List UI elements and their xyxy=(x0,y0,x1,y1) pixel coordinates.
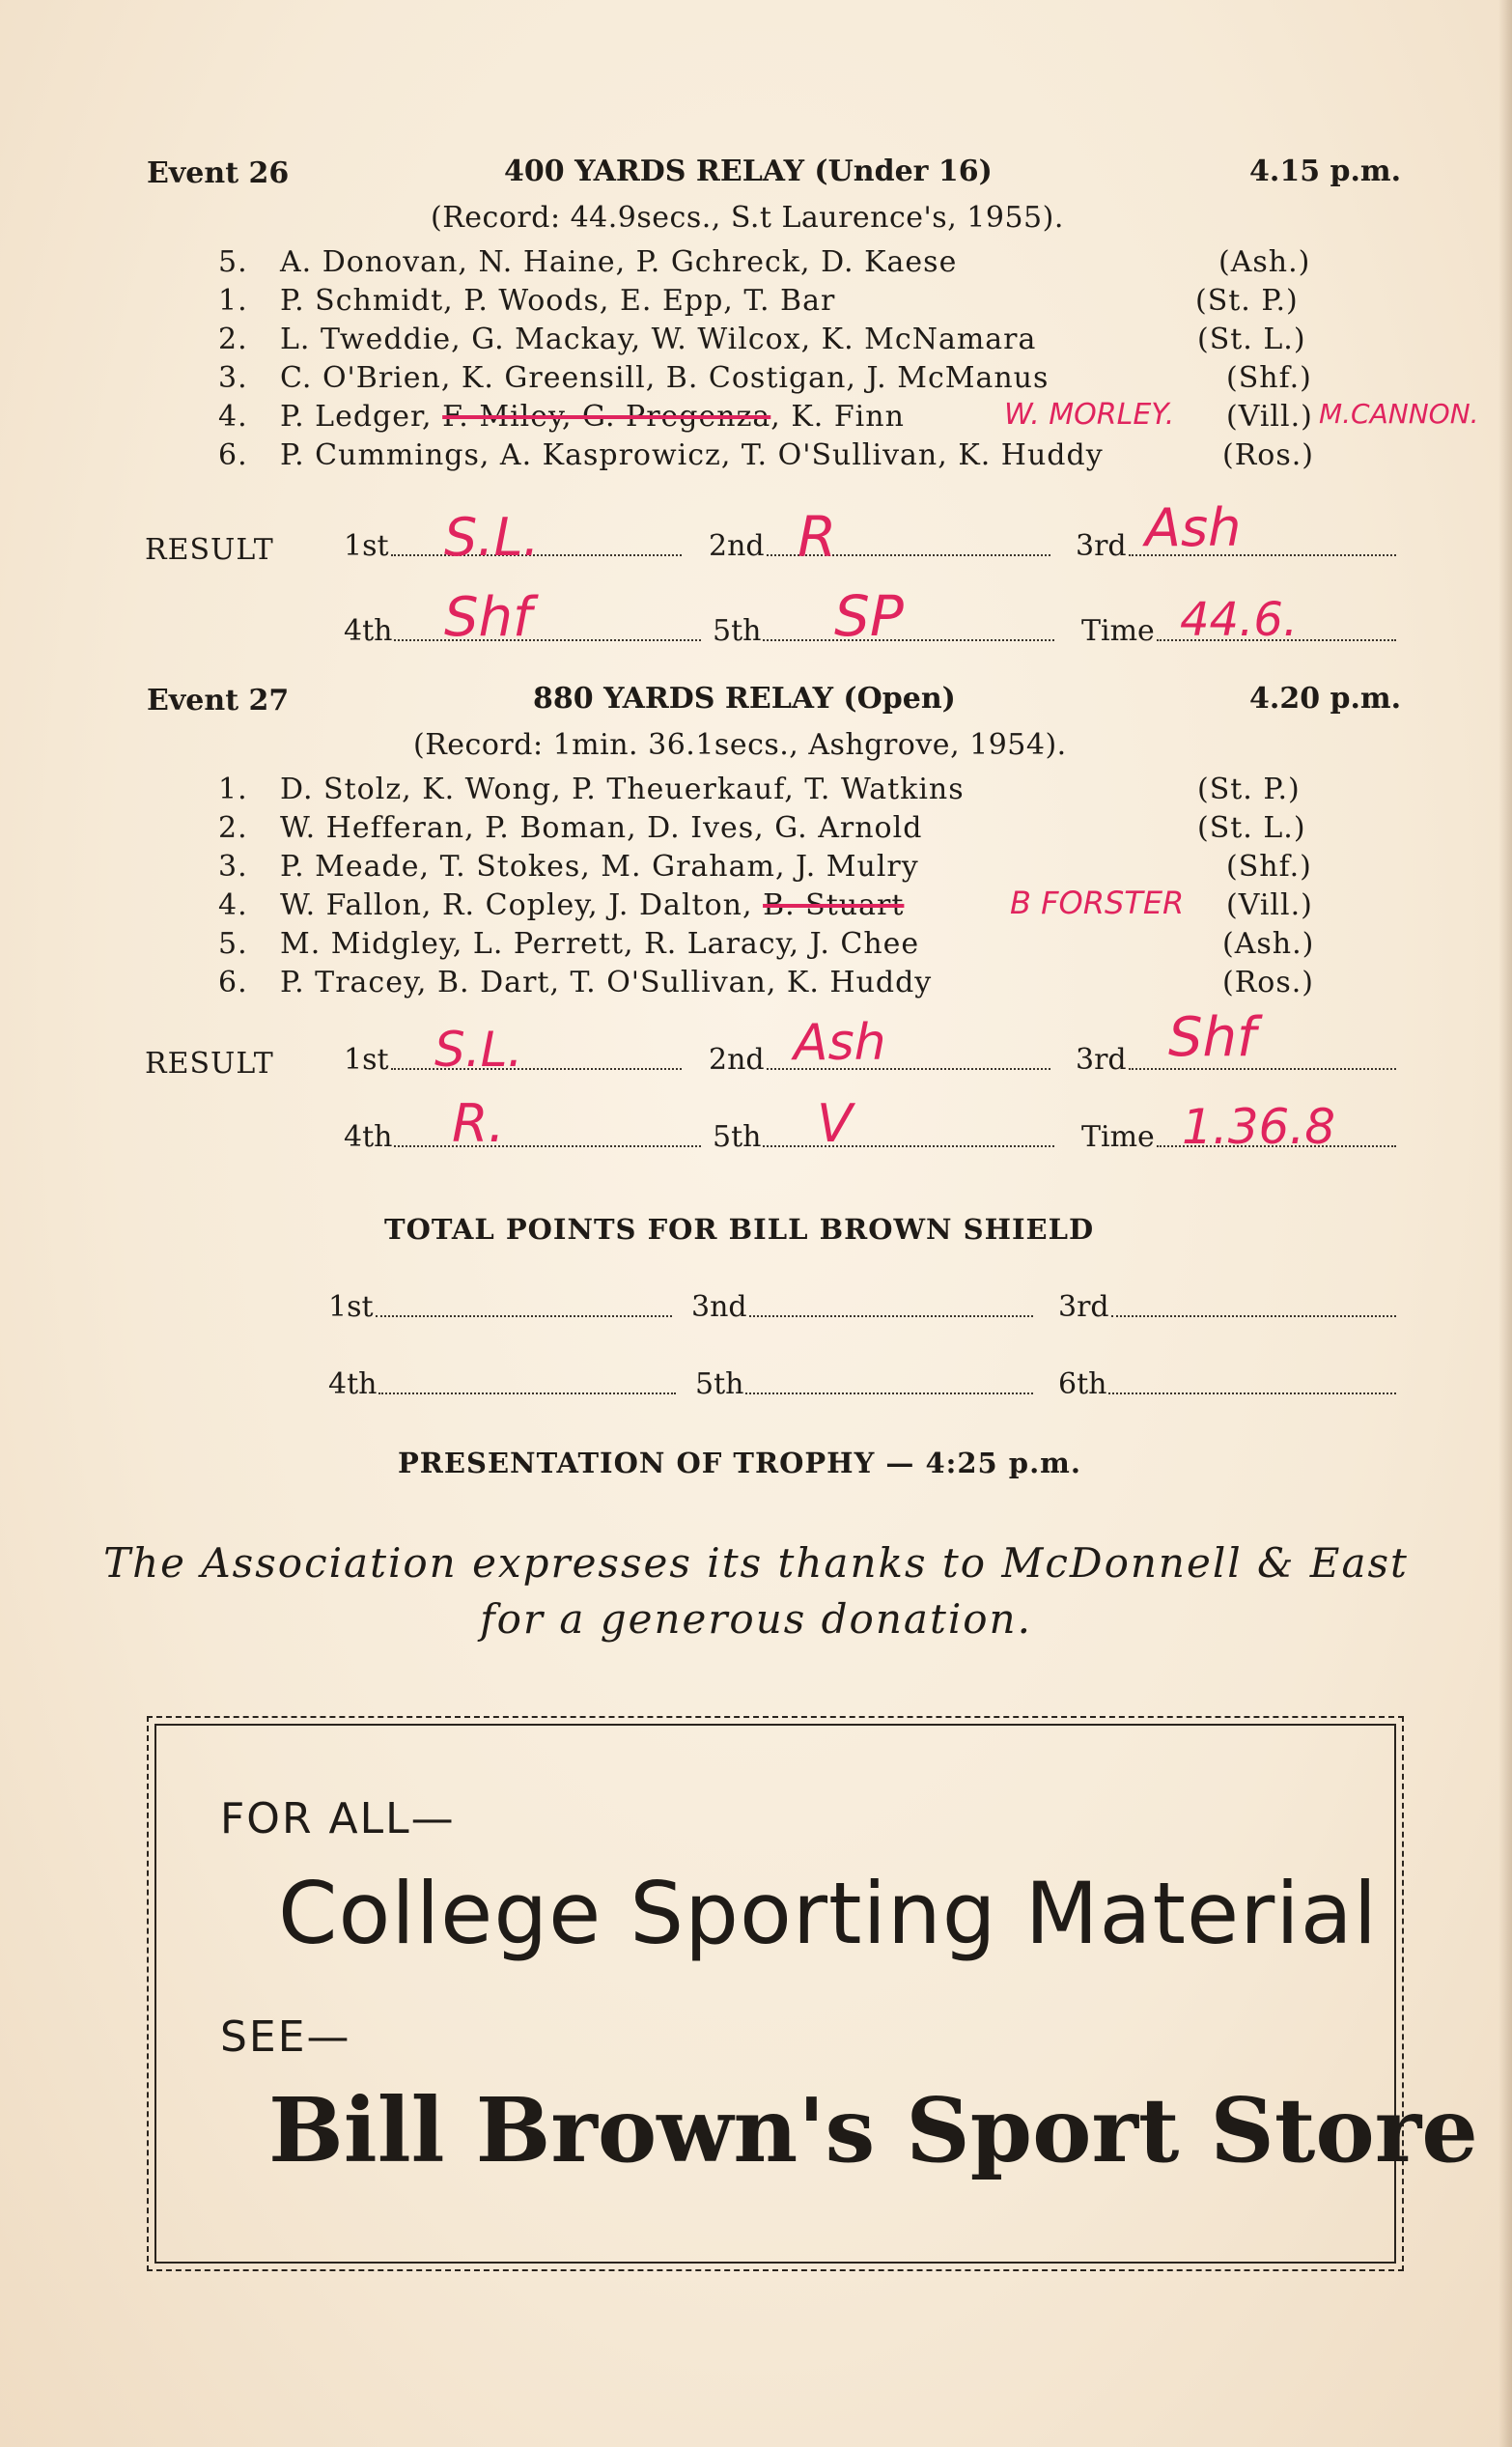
shield-slot-1st: 1st xyxy=(328,1290,672,1324)
handwritten-result: V xyxy=(817,1093,853,1154)
handwritten-result: 1.36.8 xyxy=(1182,1099,1336,1155)
handwritten-substitute: W. MORLEY. xyxy=(1004,398,1175,432)
event-26-row: 1. P. Schmidt, P. Woods, E. Epp, T. Bar xyxy=(218,284,836,318)
event-27-record: (Record: 1min. 36.1secs., Ashgrove, 1954). xyxy=(413,728,1067,762)
result-slot-1st: 1st xyxy=(344,1043,682,1077)
shield-slot-5th: 5th xyxy=(695,1367,1033,1401)
result-slot-4th: 4th xyxy=(344,614,701,648)
ad-line-college-sporting: College Sporting Material xyxy=(278,1864,1379,1963)
event-26-row: 3. C. O'Brien, K. Greensill, B. Costigan, J. McManus xyxy=(218,361,1050,395)
event-26-label: Event 26 xyxy=(147,156,290,190)
ad-line-see: SEE— xyxy=(220,2012,351,2062)
event-26-result-label: RESULT xyxy=(145,533,274,567)
event-27-row: 3. P. Meade, T. Stokes, M. Graham, J. Mulry xyxy=(218,850,919,884)
event-26-school: (Shf.) xyxy=(1226,361,1312,395)
handwritten-result: Ash xyxy=(794,1014,886,1072)
thanks-line-1: The Association expresses its thanks to McDonnell & East xyxy=(103,1539,1409,1587)
result-slot-3rd: 3rd xyxy=(1076,529,1396,563)
event-27-row: 4. W. Fallon, R. Copley, J. Dalton, B. Stuart xyxy=(218,888,905,922)
handwritten-result: R. xyxy=(452,1093,505,1154)
event-27-school: (Ros.) xyxy=(1222,966,1314,999)
event-26-school: (Ash.) xyxy=(1218,245,1311,279)
result-slot-2nd: 2nd xyxy=(709,529,1050,563)
event-27-school: (St. P.) xyxy=(1197,773,1301,806)
event-26-row: 2. L. Tweddie, G. Mackay, W. Wilcox, K. McNamara xyxy=(218,323,1037,356)
event-26-row: 4. P. Ledger, F. Miley, G. Pregenza, K. Finn xyxy=(218,400,905,434)
shield-slot-6th: 6th xyxy=(1058,1367,1396,1401)
event-27-row: 6. P. Tracey, B. Dart, T. O'Sullivan, K. Huddy xyxy=(218,966,933,999)
result-slot-4th: 4th xyxy=(344,1120,701,1154)
handwritten-result: S.L. xyxy=(444,507,540,568)
event-26-school: (Ros.) xyxy=(1222,438,1314,472)
event-27-row: 1. D. Stolz, K. Wong, P. Theuerkauf, T. Watkins xyxy=(218,773,965,806)
struck-names: B. Stuart xyxy=(763,888,905,922)
event-27-time: 4.20 p.m. xyxy=(1249,682,1402,716)
event-26-school: (St. P.) xyxy=(1195,284,1299,318)
event-26-row: 6. P. Cummings, A. Kasprowicz, T. O'Sullivan, K. Huddy xyxy=(218,438,1104,472)
result-slot-5th: 5th xyxy=(713,1120,1054,1154)
event-27-label: Event 27 xyxy=(147,684,290,717)
event-26-title: 400 YARDS RELAY (Under 16) xyxy=(504,155,993,188)
shield-slot-3rd: 3rd xyxy=(1058,1290,1396,1324)
result-slot-2nd: 2nd xyxy=(709,1043,1050,1077)
event-26-school: (Vill.) xyxy=(1226,400,1313,434)
event-27-title: 880 YARDS RELAY (Open) xyxy=(533,682,956,716)
handwritten-result: R xyxy=(798,504,837,570)
ad-line-for-all: FOR ALL— xyxy=(220,1794,456,1843)
shield-slot-4th: 4th xyxy=(328,1367,676,1401)
result-slot-1st: 1st xyxy=(344,529,682,563)
handwritten-result: S.L. xyxy=(434,1022,523,1078)
presentation-line: PRESENTATION OF TROPHY — 4:25 p.m. xyxy=(398,1447,1081,1479)
event-27-row: 5. M. Midgley, L. Perrett, R. Laracy, J. Chee xyxy=(218,927,920,961)
thanks-line-2: for a generous donation. xyxy=(480,1595,1032,1643)
struck-names: F. Miley, G. Pregenza xyxy=(442,400,771,434)
result-slot-5th: 5th xyxy=(713,614,1054,648)
event-27-school: (Vill.) xyxy=(1226,888,1313,922)
event-27-school: (Shf.) xyxy=(1226,850,1312,884)
event-27-school: (St. L.) xyxy=(1197,811,1306,845)
handwritten-result: SP xyxy=(834,583,904,649)
handwritten-substitute: M.CANNON. xyxy=(1319,398,1479,430)
result-slot-3rd: 3rd xyxy=(1076,1043,1396,1077)
event-27-row: 2. W. Hefferan, P. Boman, D. Ives, G. Arnold xyxy=(218,811,923,845)
event-27-school: (Ash.) xyxy=(1222,927,1315,961)
event-27-result-label: RESULT xyxy=(145,1047,274,1081)
shield-slot-3nd: 3nd xyxy=(691,1290,1033,1324)
event-26-record: (Record: 44.9secs., S.t Laurence's, 1955). xyxy=(431,201,1064,235)
handwritten-result: Shf xyxy=(1168,1006,1256,1069)
event-26-row: 5. A. Donovan, N. Haine, P. Gchreck, D. Kaese xyxy=(218,245,958,279)
handwritten-result: Shf xyxy=(444,586,532,649)
ad-line-store-name: Bill Brown's Sport Store xyxy=(268,2078,1478,2182)
result-slot-time: Time xyxy=(1081,614,1396,648)
event-26-school: (St. L.) xyxy=(1197,323,1306,356)
shield-title: TOTAL POINTS FOR BILL BROWN SHIELD xyxy=(384,1213,1095,1246)
event-26-time: 4.15 p.m. xyxy=(1249,155,1402,188)
result-slot-time: Time xyxy=(1081,1120,1396,1154)
handwritten-substitute: B FORSTER xyxy=(1010,885,1185,921)
handwritten-result: Ash xyxy=(1145,497,1242,558)
handwritten-result: 44.6. xyxy=(1180,593,1299,647)
